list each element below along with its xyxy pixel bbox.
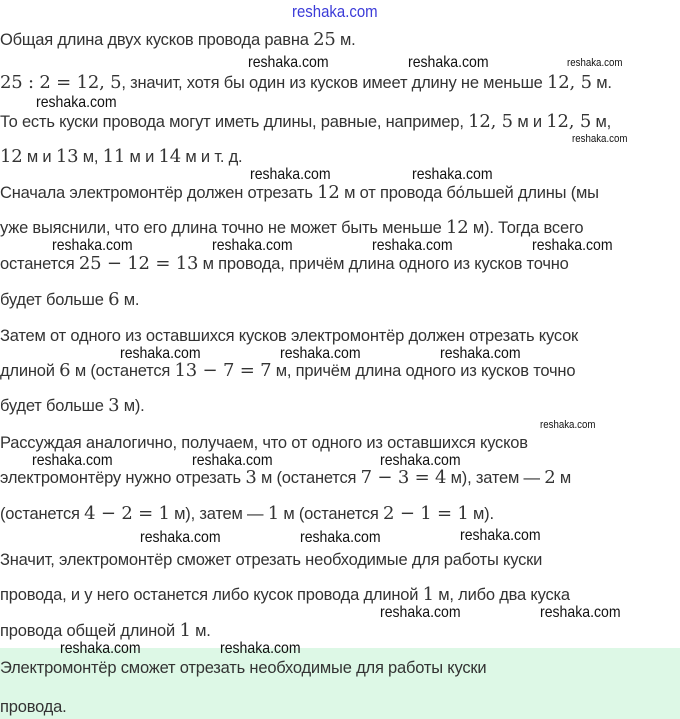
text-segment: м), затем — (169, 505, 268, 523)
text-segment: Затем от одного из оставшихся кусков электромонтёр должен отрезать кусок (0, 327, 579, 345)
watermark: reshaka.com (372, 237, 453, 254)
watermark: reshaka.com (540, 419, 596, 431)
text-segment: м провода, причём длина одного из кусков точно (198, 255, 569, 273)
math-expression: 14 (158, 146, 182, 167)
math-expression: 25 − 12 = 13 (78, 253, 199, 274)
text-segment: Рассуждая аналогично, получаем, что от одного из оставшихся кусков (0, 434, 528, 452)
solution-line (0, 434, 528, 452)
solution-line (0, 113, 611, 131)
math-expression: 4 − 2 = 1 (84, 503, 170, 524)
watermark: reshaka.com (36, 94, 117, 111)
text-segment: м), затем — (446, 469, 545, 487)
text-segment: провода общей длиной (0, 622, 180, 640)
watermark: reshaka.com (192, 452, 273, 469)
text-segment: Сначала электромонтёр должен отрезать (0, 184, 318, 202)
text-segment: То есть куски провода могут иметь длины, равные, например, (0, 113, 469, 131)
text-segment: электромонтёру нужно отрезать (0, 469, 246, 487)
math-expression: 1 (179, 620, 191, 641)
math-expression: 6 (59, 360, 71, 381)
watermark: reshaka.com (292, 2, 378, 21)
text-segment: провода, и у него останется либо кусок провода длиной (0, 586, 423, 604)
answer-line-1: Электромонтёр сможет отрезать необходимые для работы куски (0, 659, 487, 677)
math-expression: 3 (108, 395, 120, 416)
math-expression: 12, 5 (547, 72, 592, 93)
text-segment: (останется (0, 505, 85, 523)
watermark: reshaka.com (540, 604, 621, 621)
answer-line-2: провода. (0, 698, 67, 716)
math-expression: 2 − 1 = 1 (383, 503, 469, 524)
solution-line (0, 148, 242, 166)
watermark: reshaka.com (532, 237, 613, 254)
solution-line (0, 184, 599, 202)
solution-line (0, 505, 494, 523)
solution-line (0, 291, 139, 309)
math-expression: 25 : 2 = 12, 5 (0, 72, 122, 93)
solution-line (0, 327, 578, 345)
text-segment: м). (119, 397, 145, 415)
watermark: reshaka.com (250, 166, 331, 183)
text-segment: м (останется (70, 362, 175, 380)
math-expression: 3 (245, 467, 257, 488)
solution-line (0, 551, 542, 569)
watermark: reshaka.com (220, 640, 301, 657)
watermark: reshaka.com (460, 527, 541, 544)
solution-line (0, 74, 612, 92)
math-expression: 25 (313, 29, 336, 50)
text-segment: м). Тогда всего (468, 219, 584, 237)
text-segment: м (останется (278, 505, 384, 523)
watermark: reshaka.com (412, 166, 493, 183)
solution-line (0, 255, 569, 273)
watermark: reshaka.com (140, 529, 221, 546)
text-segment: м). (468, 505, 494, 523)
solution-line (0, 469, 571, 487)
watermark: reshaka.com (380, 604, 461, 621)
math-expression: 1 (267, 503, 279, 524)
math-expression: 7 − 3 = 4 (360, 467, 447, 488)
solution-line (0, 362, 575, 380)
math-expression: 11 (102, 146, 126, 167)
text-segment: м. (591, 74, 612, 92)
text-segment: м от провода бо́льшей длины (мы (339, 184, 599, 202)
math-expression: 6 (108, 289, 120, 310)
text-segment: , значит, хотя бы один из кусков имеет длину не меньше (121, 74, 548, 92)
math-expression: 12, 5 (546, 111, 592, 132)
text-segment: останется (0, 255, 79, 273)
watermark: reshaka.com (248, 54, 329, 71)
text-segment: Общая длина двух кусков провода равна (0, 31, 314, 49)
solution-line (0, 622, 211, 640)
text-segment: будет больше (0, 291, 109, 309)
watermark: reshaka.com (300, 529, 381, 546)
text-segment: м. (119, 291, 140, 309)
math-expression: 13 (55, 146, 79, 167)
solution-line (0, 586, 570, 604)
text-segment: м. (335, 31, 356, 49)
math-expression: 12 (446, 217, 469, 238)
text-segment: м (останется (256, 469, 361, 487)
math-expression: 13 − 7 = 7 (174, 360, 272, 381)
watermark: reshaka.com (280, 345, 361, 362)
solution-line (0, 397, 145, 415)
text-segment: длиной (0, 362, 60, 380)
watermark: reshaka.com (440, 345, 521, 362)
text-segment: м, либо два куска (433, 586, 570, 604)
math-expression: 12, 5 (468, 111, 513, 132)
text-segment: м, (78, 148, 103, 166)
watermark: reshaka.com (572, 133, 628, 145)
text-segment: м. (190, 622, 211, 640)
text-segment: Значит, электромонтёр сможет отрезать необходимые для работы куски (0, 551, 543, 569)
text-segment: м (555, 469, 571, 487)
watermark: reshaka.com (52, 237, 133, 254)
text-segment: уже выяснили, что его длина точно не может быть меньше (0, 219, 446, 237)
watermark: reshaka.com (120, 345, 201, 362)
text-segment: будет больше (0, 397, 109, 415)
watermark: reshaka.com (567, 57, 623, 69)
watermark: reshaka.com (380, 452, 461, 469)
text-segment: м и (512, 113, 547, 131)
math-expression: 1 (422, 584, 434, 605)
watermark: reshaka.com (408, 54, 489, 71)
solution-line (0, 31, 356, 49)
text-segment: м и (125, 148, 159, 166)
math-expression: 2 (544, 467, 556, 488)
solution-line (0, 219, 583, 237)
watermark: reshaka.com (32, 452, 113, 469)
math-expression: 12 (317, 182, 340, 203)
math-expression: 12 (0, 146, 23, 167)
text-segment: м, причём длина одного из кусков точно (271, 362, 576, 380)
text-segment: м и (22, 148, 56, 166)
watermark: reshaka.com (60, 640, 141, 657)
text-segment: м и т. д. (181, 148, 243, 166)
answer-box (0, 648, 680, 719)
text-segment: м, (591, 113, 611, 131)
watermark: reshaka.com (212, 237, 293, 254)
